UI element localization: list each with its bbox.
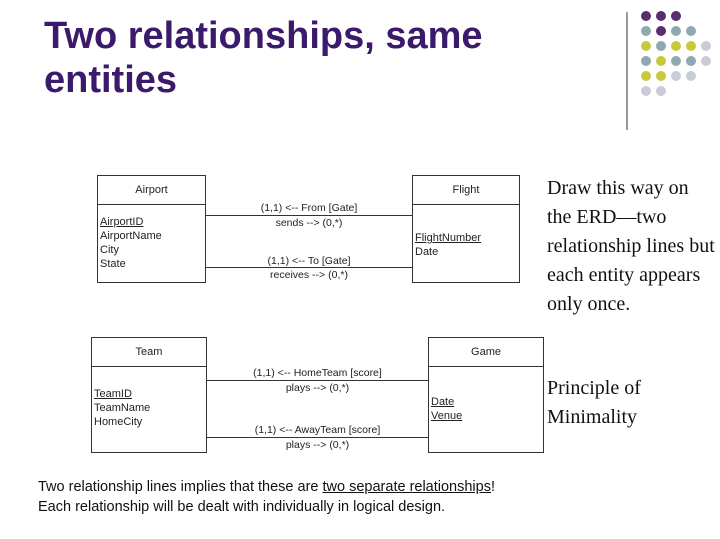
entity-name: Team: [92, 338, 206, 367]
decorative-dot: [656, 26, 666, 36]
decorative-dot: [656, 41, 666, 51]
decorative-dot: [701, 41, 711, 51]
decorative-dot: [686, 41, 696, 51]
attribute: State: [100, 258, 126, 270]
footer-text: [38, 477, 708, 517]
decorative-dot: [686, 56, 696, 66]
slide-title: Two relationships, same entities: [44, 15, 483, 101]
relationship-label: plays --> (0,*): [285, 382, 350, 394]
relationship-label: (1,1) <-- To [Gate]: [267, 255, 351, 267]
entity-attributes: [429, 367, 543, 423]
decorative-dot: [701, 56, 711, 66]
key-attribute: Date: [431, 396, 455, 408]
relationship-label: sends --> (0,*): [275, 217, 343, 229]
decorative-dot: [656, 71, 666, 81]
decorative-dot: [641, 56, 651, 66]
relationship-line-hometeam: [207, 380, 428, 381]
footer-text-before: Two relationship lines implies that these are: [38, 479, 323, 495]
decorative-dot: [671, 71, 681, 81]
decorative-dot: [686, 71, 696, 81]
attribute: HomeCity: [94, 416, 143, 428]
decorative-dot: [641, 11, 651, 21]
entity-flight: [412, 175, 520, 283]
entity-attributes: [98, 205, 205, 271]
relationship-label: (1,1) <-- From [Gate]: [260, 202, 358, 214]
decorative-dot: [671, 56, 681, 66]
decorative-dot: [641, 41, 651, 51]
footer-line-2: Each relationship will be dealt with individually in logical design.: [38, 499, 446, 515]
key-attribute: FlightNumber: [415, 232, 482, 244]
attribute: AirportName: [100, 230, 162, 242]
footer-emphasis: two separate relationships: [322, 479, 491, 495]
sidebar-note-minimality: Principle of Minimality: [547, 377, 641, 428]
footer-text-after: !: [490, 479, 496, 495]
decorative-dot: [671, 41, 681, 51]
relationship-label: receives --> (0,*): [270, 269, 348, 281]
attribute: Date: [415, 246, 439, 258]
decorative-dot: [656, 86, 666, 96]
entity-attributes: [413, 205, 519, 259]
entity-attributes: [92, 367, 206, 429]
decorative-dot: [656, 11, 666, 21]
attribute: City: [100, 244, 119, 256]
decorative-dot: [641, 71, 651, 81]
key-attribute: TeamID: [94, 388, 132, 400]
decorative-dot: [686, 26, 696, 36]
relationship-label: plays --> (0,*): [285, 439, 350, 451]
decorative-dot: [671, 11, 681, 21]
decorative-dot: [641, 26, 651, 36]
attribute: TeamName: [94, 402, 151, 414]
entity-name: Airport: [98, 176, 205, 205]
key-attribute: AirportID: [100, 216, 144, 228]
entity-team: [91, 337, 207, 453]
entity-name: Game: [429, 338, 543, 367]
entity-game: [428, 337, 544, 453]
sidebar-note-erd: Draw this way on the ERD—two relationship lines but each entity appears only once.: [547, 177, 715, 315]
relationship-line-to: [206, 267, 412, 268]
title-divider: [626, 12, 628, 130]
decorative-dot: [656, 56, 666, 66]
relationship-line-awayteam: [207, 437, 428, 438]
footer-line-1: [38, 477, 708, 497]
decorative-dot: [671, 26, 681, 36]
relationship-label: (1,1) <-- HomeTeam [score]: [253, 367, 382, 379]
relationship-label: (1,1) <-- AwayTeam [score]: [254, 424, 381, 436]
decorative-dot: [641, 86, 651, 96]
entity-name: Flight: [413, 176, 519, 205]
relationship-line-from: [206, 215, 412, 216]
key-attribute: Venue: [431, 410, 463, 422]
entity-airport: [97, 175, 206, 283]
